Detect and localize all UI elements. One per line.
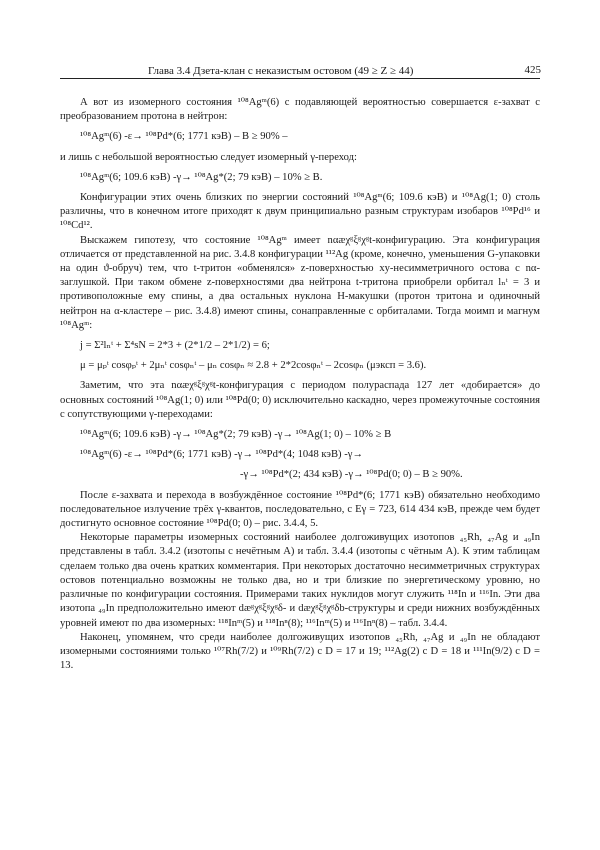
page-number: 425 <box>524 64 541 76</box>
paragraph-6: После ε-захвата и перехода в возбуждённое состояние ¹⁰⁸Pd*(6; 1771 кэВ) обязательно необходимо последовательное излучение трёх γ-квантов, последовательно, с Eγ = 723, 614 434 кэВ, прежде чем будет достигнуто основное состояние ¹⁰⁸Pd(0; 0) – рис. 3.4.4, 5. <box>60 489 540 530</box>
paragraph-5: Заметим, что эта nαæχᵍξᵍχᵍt-конфигурация с периодом полураспада 127 лет «добирается» до основных состояний ¹⁰⁸Ag(1; 0) или ¹⁰⁸Pd(0; 0) исключительно каскадно, через промежуточные состояния с сопутствующими γ-переходами: <box>60 380 540 420</box>
equation-5: ¹⁰⁸Agᵐ(6; 109.6 кэВ) -γ→ ¹⁰⁸Ag*(2; 79 кэВ) -γ→ ¹⁰⁸Ag(1; 0) – 10% ≥ B <box>80 429 392 441</box>
page-body <box>60 96 540 673</box>
equation-1: ¹⁰⁸Agᵐ(6) -ε→ ¹⁰⁸Pd*(6; 1771 кэВ) – B ≥ 90% – <box>80 131 288 143</box>
paragraph-2: и лишь с небольшой вероятностью следует изомерный γ-переход: <box>60 151 357 163</box>
equation-4: μ = μₚᵗ cosφₚᵗ + 2μₙᵗ cosφₙᵗ – μₙ cosφₙ ≈ 2.8 + 2*2cosφₙᵗ – 2cosφₙ (μэксп = 3.6). <box>80 360 427 372</box>
equation-3: j = Σ²lₙᵗ + Σ⁴sN = 2*3 + (2*1/2 – 2*1/2) = 6; <box>80 340 270 352</box>
paragraph-3: Конфигурации этих очень близких по энергии состояний ¹⁰⁸Agᵐ(6; 109.6 кэВ) и ¹⁰⁸Ag(1; 0) столь различны, что в конечном итоге приходят к двум принципиально разным структурам изобаров ¹⁰⁸Pd¹⁶ и ¹⁰⁸Cd¹². <box>60 192 540 232</box>
equation-2: ¹⁰⁸Agᵐ(6; 109.6 кэВ) -γ→ ¹⁰⁸Ag*(2; 79 кэВ) – 10% ≥ B. <box>80 171 323 183</box>
paragraph-1: А вот из изомерного состояния ¹⁰⁸Agᵐ(6) с подавляющей вероятностью совершается ε-захват с преобразованием протона в нейтрон: <box>60 97 540 123</box>
equation-6: ¹⁰⁸Agᵐ(6) -ε→ ¹⁰⁸Pd*(6; 1771 кэВ) -γ→ ¹⁰⁸Pd*(4; 1048 кэВ) -γ→ <box>80 449 364 461</box>
paragraph-8: Наконец, упомянем, что среди наиболее долгоживущих изотопов ₄₅Rh, ₄₇Ag и ₄₉In не обладают изомерными состояниями только ¹⁰⁷Rh(7/2) и ¹⁰⁹Rh(7/2) с D = 17 и 19; ¹¹²Ag(2) с D = 18 и ¹¹¹In(9/2) с D = 13. <box>60 631 540 672</box>
paragraph-7: Некоторые параметры изомерных состояний наиболее долгоживущих изотопов ₄₅Rh, ₄₇Ag и ₄₉In представлены в табл. 3.4.2 (изотопы с нечётным A) и табл. 3.4.4 (изотопы с чётным A). К этим таблицам сделаем только два очень кратких комментария. При некоторых достаточно несимметричных структурах остовов потенциально возможны не только два, но и три близкие по энергетическому уровню, но различные по конфигурации состояния. Примерами таких нуклидов могут служить ¹¹⁸In и ¹¹⁶In. Эти два изотопа ₄₉In предположительно имеют dæᵍχᵍξᵍχᵍδ- и dæχᵍξᵍχᵍδb-структуры и среди нижних возбуждённых уровней имеют по два изомерных: ¹¹⁸Inᵐ(5) и ¹¹⁸Inⁿ(8); ¹¹⁶Inᵐ(5) и ¹¹⁶Inⁿ(8) – табл. 3.4.4. <box>60 532 540 629</box>
paragraph-4: Выскажем гипотезу, что состояние ¹⁰⁸Agᵐ имеет nαæχᵍξᵍχᵍt-конфигурацию. Эта конфигурация отличается от представленной на рис. 3.4.8 конфигурации ¹¹²Ag (кроме, конечно, уменьшения G-упаковки на один ϑ-обруч) тем, что t-тритон «обменялся» z-поверхностью xy-несимметричного остова с nα-заглушкой. При таком обмене z-поверхностями два нейтрона t-тритона приобрели орбитал lₙᵗ = 3 и противоположные ему спины, а два остальных нуклона H-макушки (протон тритона и одиночный нейтрон на α-кластере – рис. 3.4.8) имеют спины, сонаправленные с орбиталами. Тогда моимп и магнум ¹⁰⁸Agᵐ: <box>60 234 540 331</box>
equation-7: -γ→ ¹⁰⁸Pd*(2; 434 кэВ) -γ→ ¹⁰⁸Pd(0; 0) – B ≥ 90%. <box>240 469 463 481</box>
chapter-title: Глава 3.4 Дзета-клан с неказистым остовом (49 ≥ Z ≥ 44) <box>148 65 414 77</box>
page-header <box>60 62 540 79</box>
